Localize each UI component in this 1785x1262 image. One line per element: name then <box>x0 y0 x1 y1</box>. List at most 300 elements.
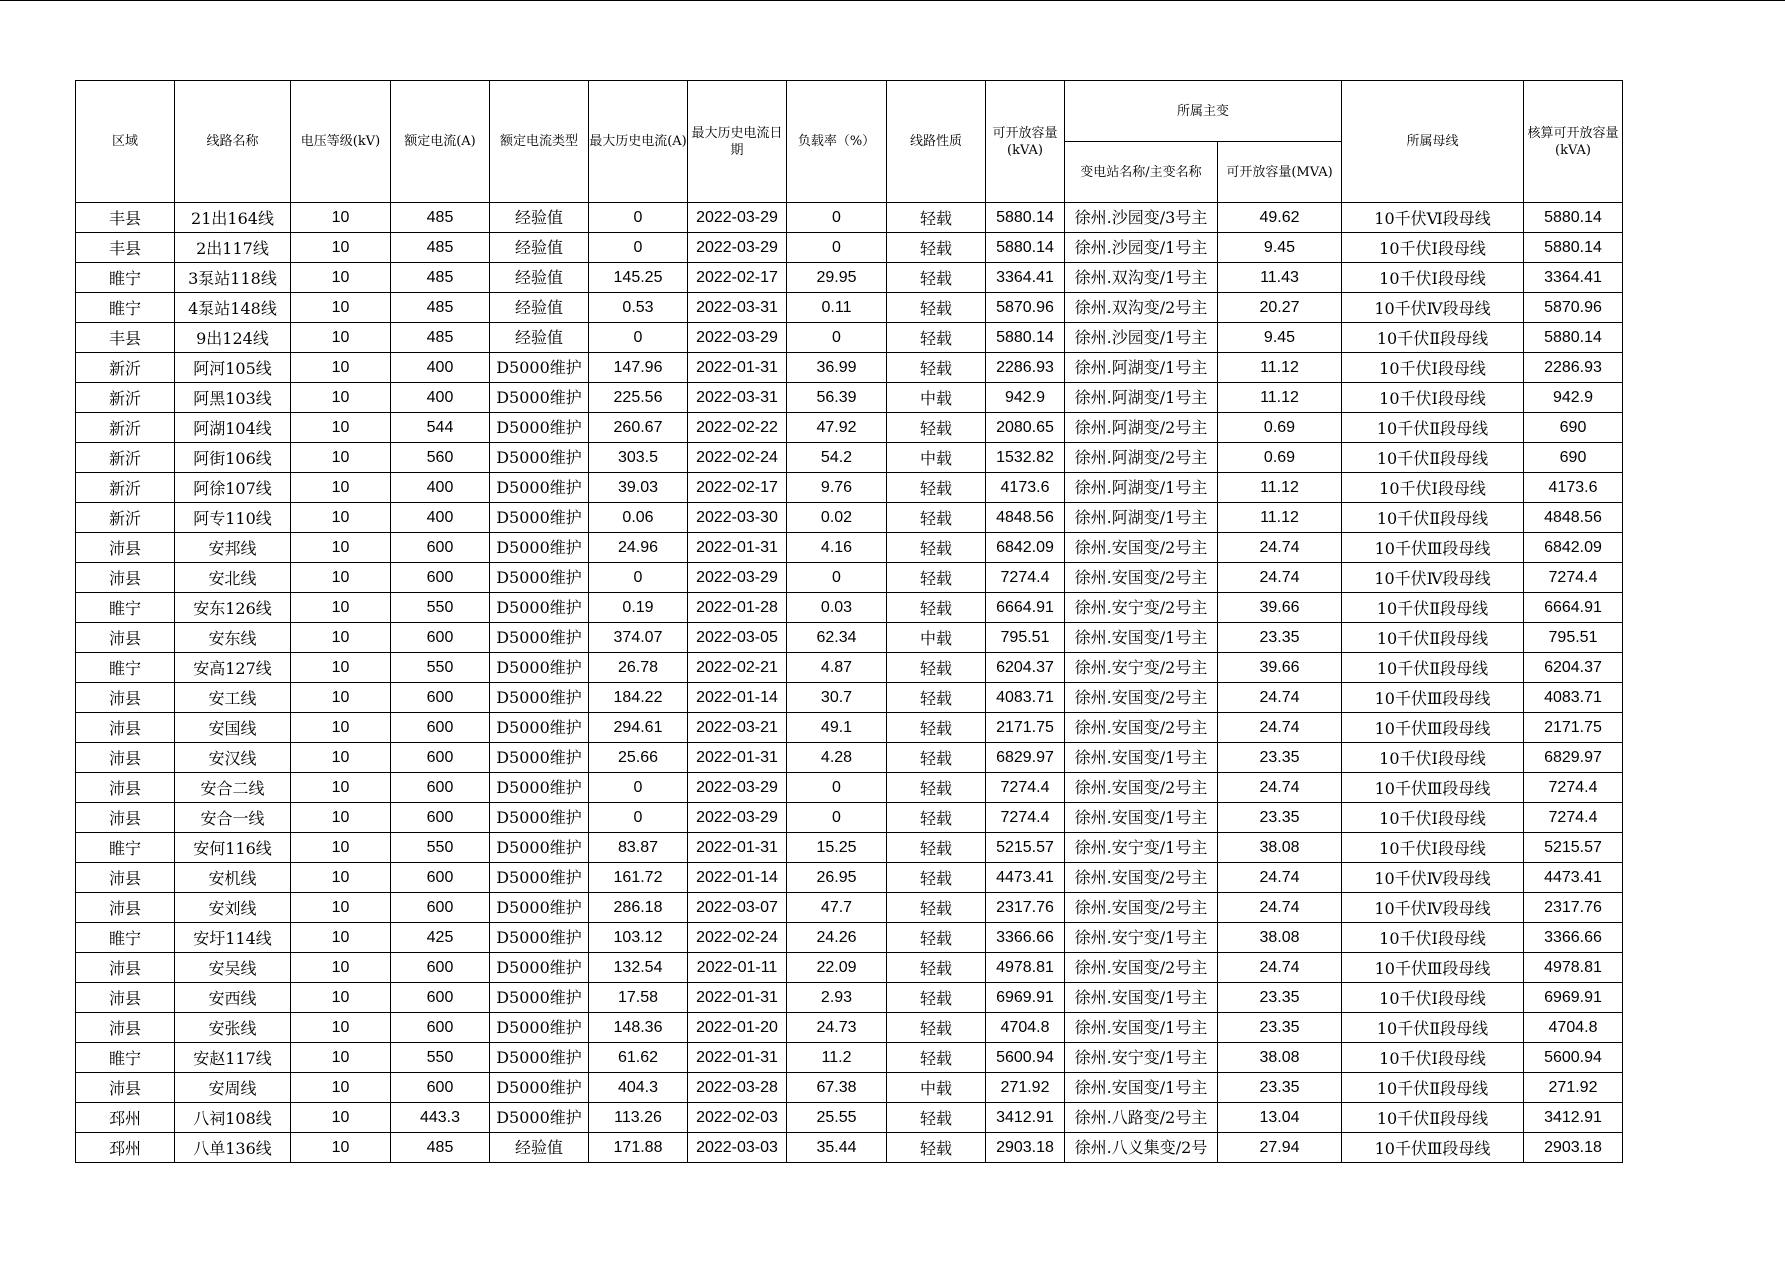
cell-rated-current-type: 经验值 <box>490 203 589 233</box>
cell-rated-current: 600 <box>391 1013 490 1043</box>
cell-line-nature: 轻载 <box>887 413 986 443</box>
cell-open-capacity: 5880.14 <box>986 323 1065 353</box>
cell-load-rate: 24.26 <box>787 923 887 953</box>
cell-busbar: 10千伏Ⅰ段母线 <box>1342 833 1524 863</box>
cell-rated-current: 485 <box>391 233 490 263</box>
cell-region: 沛县 <box>76 893 175 923</box>
cell-line-nature: 轻载 <box>887 323 986 353</box>
cell-rated-current-type: D5000维护 <box>490 983 589 1013</box>
cell-load-rate: 0 <box>787 323 887 353</box>
cell-open-capacity: 7274.4 <box>986 803 1065 833</box>
cell-voltage: 10 <box>291 743 391 773</box>
cell-calc-capacity: 271.92 <box>1524 1073 1623 1103</box>
cell-line-name: 安国线 <box>175 713 291 743</box>
cell-rated-current: 600 <box>391 1073 490 1103</box>
table-row <box>76 653 1623 683</box>
cell-voltage: 10 <box>291 383 391 413</box>
cell-rated-current-type: D5000维护 <box>490 413 589 443</box>
cell-busbar: 10千伏Ⅱ段母线 <box>1342 503 1524 533</box>
cell-calc-capacity: 942.9 <box>1524 383 1623 413</box>
cell-voltage: 10 <box>291 263 391 293</box>
cell-line-name: 安吴线 <box>175 953 291 983</box>
cell-rated-current: 400 <box>391 353 490 383</box>
cell-station-transformer: 徐州.安国变/1号主 <box>1065 1013 1218 1043</box>
cell-rated-current: 550 <box>391 833 490 863</box>
cell-line-nature: 轻载 <box>887 1013 986 1043</box>
cell-open-capacity: 3366.66 <box>986 923 1065 953</box>
cell-line-name: 安合一线 <box>175 803 291 833</box>
cell-transformer-capacity: 27.94 <box>1218 1133 1342 1163</box>
cell-transformer-capacity: 9.45 <box>1218 323 1342 353</box>
cell-line-nature: 轻载 <box>887 263 986 293</box>
cell-region: 沛县 <box>76 803 175 833</box>
cell-calc-capacity: 6969.91 <box>1524 983 1623 1013</box>
cell-rated-current-type: D5000维护 <box>490 713 589 743</box>
cell-busbar: 10千伏Ⅰ段母线 <box>1342 263 1524 293</box>
cell-line-nature: 轻载 <box>887 833 986 863</box>
cell-max-hist-date: 2022-01-31 <box>688 1043 787 1073</box>
cell-region: 丰县 <box>76 323 175 353</box>
cell-open-capacity: 6842.09 <box>986 533 1065 563</box>
cell-load-rate: 47.7 <box>787 893 887 923</box>
cell-load-rate: 67.38 <box>787 1073 887 1103</box>
table-row <box>76 533 1623 563</box>
cell-load-rate: 0 <box>787 203 887 233</box>
cell-open-capacity: 271.92 <box>986 1073 1065 1103</box>
cell-max-hist-date: 2022-03-03 <box>688 1133 787 1163</box>
cell-max-hist-current: 0.53 <box>589 293 688 323</box>
cell-max-hist-date: 2022-01-20 <box>688 1013 787 1043</box>
cell-busbar: 10千伏Ⅰ段母线 <box>1342 923 1524 953</box>
table-row <box>76 773 1623 803</box>
header-rated-current-type: 额定电流类型 <box>490 81 589 203</box>
cell-rated-current: 550 <box>391 1043 490 1073</box>
cell-transformer-capacity: 39.66 <box>1218 593 1342 623</box>
cell-voltage: 10 <box>291 1013 391 1043</box>
table-row <box>76 1043 1623 1073</box>
cell-max-hist-date: 2022-01-31 <box>688 353 787 383</box>
cell-line-name: 安机线 <box>175 863 291 893</box>
cell-rated-current-type: D5000维护 <box>490 893 589 923</box>
cell-max-hist-current: 26.78 <box>589 653 688 683</box>
cell-calc-capacity: 6829.97 <box>1524 743 1623 773</box>
cell-region: 沛县 <box>76 983 175 1013</box>
table-row <box>76 443 1623 473</box>
cell-line-name: 阿河105线 <box>175 353 291 383</box>
header-busbar: 所属母线 <box>1342 81 1524 203</box>
cell-max-hist-date: 2022-01-11 <box>688 953 787 983</box>
cell-line-name: 4泵站148线 <box>175 293 291 323</box>
cell-station-transformer: 徐州.阿湖变/1号主 <box>1065 353 1218 383</box>
cell-line-nature: 中载 <box>887 623 986 653</box>
cell-region: 沛县 <box>76 863 175 893</box>
cell-open-capacity: 4704.8 <box>986 1013 1065 1043</box>
cell-rated-current-type: D5000维护 <box>490 953 589 983</box>
cell-busbar: 10千伏Ⅰ段母线 <box>1342 353 1524 383</box>
cell-max-hist-date: 2022-03-21 <box>688 713 787 743</box>
cell-max-hist-current: 184.22 <box>589 683 688 713</box>
cell-station-transformer: 徐州.沙园变/1号主 <box>1065 323 1218 353</box>
cell-region: 沛县 <box>76 1073 175 1103</box>
cell-station-transformer: 徐州.阿湖变/1号主 <box>1065 473 1218 503</box>
cell-max-hist-date: 2022-02-22 <box>688 413 787 443</box>
cell-rated-current: 443.3 <box>391 1103 490 1133</box>
cell-load-rate: 26.95 <box>787 863 887 893</box>
cell-region: 新沂 <box>76 473 175 503</box>
cell-region: 沛县 <box>76 563 175 593</box>
cell-max-hist-current: 61.62 <box>589 1043 688 1073</box>
cell-region: 睢宁 <box>76 593 175 623</box>
cell-line-nature: 轻载 <box>887 773 986 803</box>
cell-open-capacity: 6829.97 <box>986 743 1065 773</box>
cell-rated-current: 485 <box>391 1133 490 1163</box>
cell-line-name: 阿徐107线 <box>175 473 291 503</box>
cell-max-hist-date: 2022-03-29 <box>688 563 787 593</box>
cell-rated-current-type: D5000维护 <box>490 1013 589 1043</box>
header-region: 区域 <box>76 81 175 203</box>
cell-line-name: 八单136线 <box>175 1133 291 1163</box>
cell-transformer-capacity: 23.35 <box>1218 623 1342 653</box>
cell-region: 睢宁 <box>76 263 175 293</box>
cell-line-nature: 中载 <box>887 1073 986 1103</box>
cell-load-rate: 29.95 <box>787 263 887 293</box>
cell-rated-current-type: D5000维护 <box>490 533 589 563</box>
cell-rated-current-type: 经验值 <box>490 1133 589 1163</box>
table-row <box>76 743 1623 773</box>
cell-rated-current: 544 <box>391 413 490 443</box>
cell-line-name: 安汉线 <box>175 743 291 773</box>
cell-open-capacity: 795.51 <box>986 623 1065 653</box>
cell-rated-current: 400 <box>391 383 490 413</box>
cell-busbar: 10千伏Ⅰ段母线 <box>1342 983 1524 1013</box>
cell-transformer-capacity: 23.35 <box>1218 1073 1342 1103</box>
table-row <box>76 263 1623 293</box>
cell-calc-capacity: 4473.41 <box>1524 863 1623 893</box>
cell-transformer-capacity: 20.27 <box>1218 293 1342 323</box>
cell-rated-current-type: D5000维护 <box>490 1073 589 1103</box>
cell-region: 丰县 <box>76 203 175 233</box>
cell-region: 新沂 <box>76 413 175 443</box>
cell-voltage: 10 <box>291 443 391 473</box>
cell-rated-current-type: D5000维护 <box>490 803 589 833</box>
cell-station-transformer: 徐州.安国变/2号主 <box>1065 683 1218 713</box>
cell-load-rate: 49.1 <box>787 713 887 743</box>
cell-calc-capacity: 4978.81 <box>1524 953 1623 983</box>
cell-voltage: 10 <box>291 773 391 803</box>
cell-rated-current: 400 <box>391 503 490 533</box>
cell-open-capacity: 4848.56 <box>986 503 1065 533</box>
cell-region: 睢宁 <box>76 293 175 323</box>
table-body <box>76 203 1623 1163</box>
cell-open-capacity: 4173.6 <box>986 473 1065 503</box>
cell-load-rate: 56.39 <box>787 383 887 413</box>
cell-load-rate: 62.34 <box>787 623 887 653</box>
cell-max-hist-current: 0 <box>589 563 688 593</box>
cell-max-hist-current: 17.58 <box>589 983 688 1013</box>
cell-calc-capacity: 690 <box>1524 413 1623 443</box>
cell-region: 新沂 <box>76 503 175 533</box>
cell-max-hist-date: 2022-03-30 <box>688 503 787 533</box>
cell-max-hist-current: 374.07 <box>589 623 688 653</box>
cell-open-capacity: 3364.41 <box>986 263 1065 293</box>
cell-busbar: 10千伏Ⅱ段母线 <box>1342 1103 1524 1133</box>
cell-open-capacity: 7274.4 <box>986 773 1065 803</box>
cell-voltage: 10 <box>291 473 391 503</box>
cell-max-hist-date: 2022-01-14 <box>688 683 787 713</box>
table-row <box>76 1013 1623 1043</box>
cell-line-nature: 轻载 <box>887 683 986 713</box>
cell-calc-capacity: 7274.4 <box>1524 803 1623 833</box>
cell-rated-current: 425 <box>391 923 490 953</box>
cell-open-capacity: 5880.14 <box>986 203 1065 233</box>
table-row <box>76 323 1623 353</box>
table-row <box>76 1133 1623 1163</box>
table-row <box>76 233 1623 263</box>
cell-max-hist-date: 2022-03-29 <box>688 773 787 803</box>
cell-transformer-capacity: 24.74 <box>1218 953 1342 983</box>
cell-max-hist-current: 145.25 <box>589 263 688 293</box>
cell-max-hist-current: 148.36 <box>589 1013 688 1043</box>
cell-transformer-capacity: 24.74 <box>1218 533 1342 563</box>
cell-region: 新沂 <box>76 383 175 413</box>
cell-rated-current-type: D5000维护 <box>490 383 589 413</box>
cell-open-capacity: 2080.65 <box>986 413 1065 443</box>
cell-voltage: 10 <box>291 983 391 1013</box>
cell-load-rate: 0 <box>787 563 887 593</box>
cell-rated-current: 600 <box>391 863 490 893</box>
cell-rated-current-type: D5000维护 <box>490 443 589 473</box>
cell-voltage: 10 <box>291 503 391 533</box>
cell-station-transformer: 徐州.安国变/2号主 <box>1065 533 1218 563</box>
cell-max-hist-current: 0.06 <box>589 503 688 533</box>
cell-load-rate: 15.25 <box>787 833 887 863</box>
cell-load-rate: 54.2 <box>787 443 887 473</box>
cell-busbar: 10千伏Ⅰ段母线 <box>1342 743 1524 773</box>
cell-region: 沛县 <box>76 1013 175 1043</box>
cell-rated-current-type: 经验值 <box>490 293 589 323</box>
cell-max-hist-date: 2022-01-28 <box>688 593 787 623</box>
cell-region: 睢宁 <box>76 1043 175 1073</box>
cell-station-transformer: 徐州.安国变/1号主 <box>1065 623 1218 653</box>
cell-open-capacity: 2171.75 <box>986 713 1065 743</box>
cell-max-hist-current: 0 <box>589 233 688 263</box>
cell-region: 睢宁 <box>76 923 175 953</box>
cell-station-transformer: 徐州.安国变/1号主 <box>1065 1073 1218 1103</box>
cell-region: 睢宁 <box>76 653 175 683</box>
cell-max-hist-current: 404.3 <box>589 1073 688 1103</box>
cell-station-transformer: 徐州.安宁变/1号主 <box>1065 923 1218 953</box>
cell-rated-current: 600 <box>391 623 490 653</box>
cell-calc-capacity: 795.51 <box>1524 623 1623 653</box>
cell-max-hist-date: 2022-02-24 <box>688 923 787 953</box>
header-calc-capacity: 核算可开放容量(kVA) <box>1524 81 1623 203</box>
cell-station-transformer: 徐州.双沟变/1号主 <box>1065 263 1218 293</box>
cell-max-hist-date: 2022-01-31 <box>688 983 787 1013</box>
cell-line-name: 安东线 <box>175 623 291 653</box>
cell-region: 新沂 <box>76 353 175 383</box>
cell-station-transformer: 徐州.安国变/2号主 <box>1065 713 1218 743</box>
cell-busbar: 10千伏Ⅳ段母线 <box>1342 863 1524 893</box>
cell-max-hist-date: 2022-03-29 <box>688 233 787 263</box>
cell-rated-current: 600 <box>391 773 490 803</box>
cell-busbar: 10千伏Ⅰ段母线 <box>1342 233 1524 263</box>
cell-max-hist-date: 2022-02-03 <box>688 1103 787 1133</box>
cell-line-nature: 轻载 <box>887 953 986 983</box>
cell-max-hist-current: 161.72 <box>589 863 688 893</box>
cell-load-rate: 9.76 <box>787 473 887 503</box>
cell-max-hist-current: 113.26 <box>589 1103 688 1133</box>
cell-line-name: 3泵站118线 <box>175 263 291 293</box>
cell-calc-capacity: 3366.66 <box>1524 923 1623 953</box>
cell-max-hist-current: 225.56 <box>589 383 688 413</box>
cell-region: 沛县 <box>76 953 175 983</box>
table-row <box>76 593 1623 623</box>
cell-rated-current-type: D5000维护 <box>490 563 589 593</box>
cell-max-hist-date: 2022-02-17 <box>688 263 787 293</box>
cell-rated-current-type: D5000维护 <box>490 503 589 533</box>
cell-line-name: 安高127线 <box>175 653 291 683</box>
cell-load-rate: 30.7 <box>787 683 887 713</box>
cell-transformer-capacity: 9.45 <box>1218 233 1342 263</box>
cell-busbar: 10千伏Ⅱ段母线 <box>1342 1013 1524 1043</box>
cell-station-transformer: 徐州.安国变/1号主 <box>1065 983 1218 1013</box>
cell-line-nature: 轻载 <box>887 1043 986 1073</box>
cell-transformer-capacity: 0.69 <box>1218 443 1342 473</box>
cell-transformer-capacity: 39.66 <box>1218 653 1342 683</box>
cell-max-hist-current: 0.19 <box>589 593 688 623</box>
cell-max-hist-current: 0 <box>589 803 688 833</box>
cell-transformer-capacity: 0.69 <box>1218 413 1342 443</box>
table-row <box>76 1103 1623 1133</box>
cell-line-name: 阿专110线 <box>175 503 291 533</box>
cell-busbar: 10千伏Ⅲ段母线 <box>1342 713 1524 743</box>
cell-line-name: 21出164线 <box>175 203 291 233</box>
cell-busbar: 10千伏Ⅰ段母线 <box>1342 1043 1524 1073</box>
cell-open-capacity: 942.9 <box>986 383 1065 413</box>
line-capacity-table <box>75 80 1623 1163</box>
cell-line-nature: 轻载 <box>887 563 986 593</box>
cell-line-name: 八祠108线 <box>175 1103 291 1133</box>
cell-line-nature: 轻载 <box>887 593 986 623</box>
cell-calc-capacity: 4704.8 <box>1524 1013 1623 1043</box>
cell-region: 沛县 <box>76 743 175 773</box>
cell-transformer-capacity: 24.74 <box>1218 863 1342 893</box>
cell-line-name: 安圩114线 <box>175 923 291 953</box>
cell-busbar: 10千伏Ⅲ段母线 <box>1342 1133 1524 1163</box>
cell-max-hist-current: 0 <box>589 773 688 803</box>
cell-line-nature: 轻载 <box>887 533 986 563</box>
cell-busbar: 10千伏Ⅱ段母线 <box>1342 623 1524 653</box>
cell-busbar: 10千伏Ⅱ段母线 <box>1342 413 1524 443</box>
cell-line-nature: 轻载 <box>887 863 986 893</box>
cell-max-hist-date: 2022-01-31 <box>688 533 787 563</box>
cell-load-rate: 0 <box>787 803 887 833</box>
cell-busbar: 10千伏Ⅰ段母线 <box>1342 803 1524 833</box>
cell-open-capacity: 4978.81 <box>986 953 1065 983</box>
cell-open-capacity: 5600.94 <box>986 1043 1065 1073</box>
cell-rated-current-type: D5000维护 <box>490 1043 589 1073</box>
cell-load-rate: 0 <box>787 233 887 263</box>
cell-station-transformer: 徐州.安国变/2号主 <box>1065 863 1218 893</box>
cell-calc-capacity: 2903.18 <box>1524 1133 1623 1163</box>
cell-busbar: 10千伏Ⅳ段母线 <box>1342 893 1524 923</box>
cell-region: 沛县 <box>76 773 175 803</box>
cell-voltage: 10 <box>291 713 391 743</box>
cell-max-hist-date: 2022-02-24 <box>688 443 787 473</box>
table-row <box>76 203 1623 233</box>
cell-calc-capacity: 4173.6 <box>1524 473 1623 503</box>
cell-line-name: 2出117线 <box>175 233 291 263</box>
cell-max-hist-date: 2022-01-31 <box>688 833 787 863</box>
cell-calc-capacity: 2317.76 <box>1524 893 1623 923</box>
cell-max-hist-date: 2022-03-31 <box>688 383 787 413</box>
cell-station-transformer: 徐州.沙园变/1号主 <box>1065 233 1218 263</box>
cell-calc-capacity: 7274.4 <box>1524 563 1623 593</box>
cell-max-hist-date: 2022-02-17 <box>688 473 787 503</box>
cell-line-nature: 轻载 <box>887 293 986 323</box>
header-max-hist-date: 最大历史电流日期 <box>688 81 787 203</box>
cell-line-name: 安张线 <box>175 1013 291 1043</box>
cell-station-transformer: 徐州.阿湖变/1号主 <box>1065 383 1218 413</box>
cell-busbar: 10千伏Ⅲ段母线 <box>1342 773 1524 803</box>
cell-line-nature: 轻载 <box>887 353 986 383</box>
table-row <box>76 893 1623 923</box>
cell-voltage: 10 <box>291 863 391 893</box>
cell-voltage: 10 <box>291 1133 391 1163</box>
cell-line-name: 安工线 <box>175 683 291 713</box>
cell-max-hist-date: 2022-03-31 <box>688 293 787 323</box>
cell-open-capacity: 6969.91 <box>986 983 1065 1013</box>
cell-line-name: 安西线 <box>175 983 291 1013</box>
cell-voltage: 10 <box>291 833 391 863</box>
header-station-transformer: 变电站名称/主变名称 <box>1065 142 1218 203</box>
cell-voltage: 10 <box>291 563 391 593</box>
cell-station-transformer: 徐州.安宁变/1号主 <box>1065 833 1218 863</box>
cell-open-capacity: 2903.18 <box>986 1133 1065 1163</box>
cell-line-name: 安刘线 <box>175 893 291 923</box>
cell-line-nature: 轻载 <box>887 983 986 1013</box>
cell-rated-current-type: D5000维护 <box>490 623 589 653</box>
cell-rated-current: 600 <box>391 893 490 923</box>
cell-rated-current-type: 经验值 <box>490 323 589 353</box>
cell-busbar: 10千伏Ⅲ段母线 <box>1342 533 1524 563</box>
cell-region: 丰县 <box>76 233 175 263</box>
cell-rated-current: 400 <box>391 473 490 503</box>
cell-busbar: 10千伏Ⅱ段母线 <box>1342 1073 1524 1103</box>
cell-station-transformer: 徐州.安宁变/1号主 <box>1065 1043 1218 1073</box>
header-voltage: 电压等级(kV) <box>291 81 391 203</box>
cell-voltage: 10 <box>291 683 391 713</box>
cell-open-capacity: 2286.93 <box>986 353 1065 383</box>
cell-voltage: 10 <box>291 1103 391 1133</box>
table-row <box>76 623 1623 653</box>
table-row <box>76 863 1623 893</box>
cell-max-hist-date: 2022-03-07 <box>688 893 787 923</box>
table-row <box>76 923 1623 953</box>
cell-line-name: 9出124线 <box>175 323 291 353</box>
cell-calc-capacity: 5880.14 <box>1524 233 1623 263</box>
cell-transformer-capacity: 11.12 <box>1218 473 1342 503</box>
table-row <box>76 383 1623 413</box>
cell-calc-capacity: 2171.75 <box>1524 713 1623 743</box>
cell-voltage: 10 <box>291 353 391 383</box>
cell-calc-capacity: 5880.14 <box>1524 323 1623 353</box>
cell-line-nature: 轻载 <box>887 473 986 503</box>
cell-rated-current-type: D5000维护 <box>490 863 589 893</box>
cell-station-transformer: 徐州.安宁变/2号主 <box>1065 593 1218 623</box>
cell-transformer-capacity: 24.74 <box>1218 893 1342 923</box>
cell-line-name: 阿湖104线 <box>175 413 291 443</box>
